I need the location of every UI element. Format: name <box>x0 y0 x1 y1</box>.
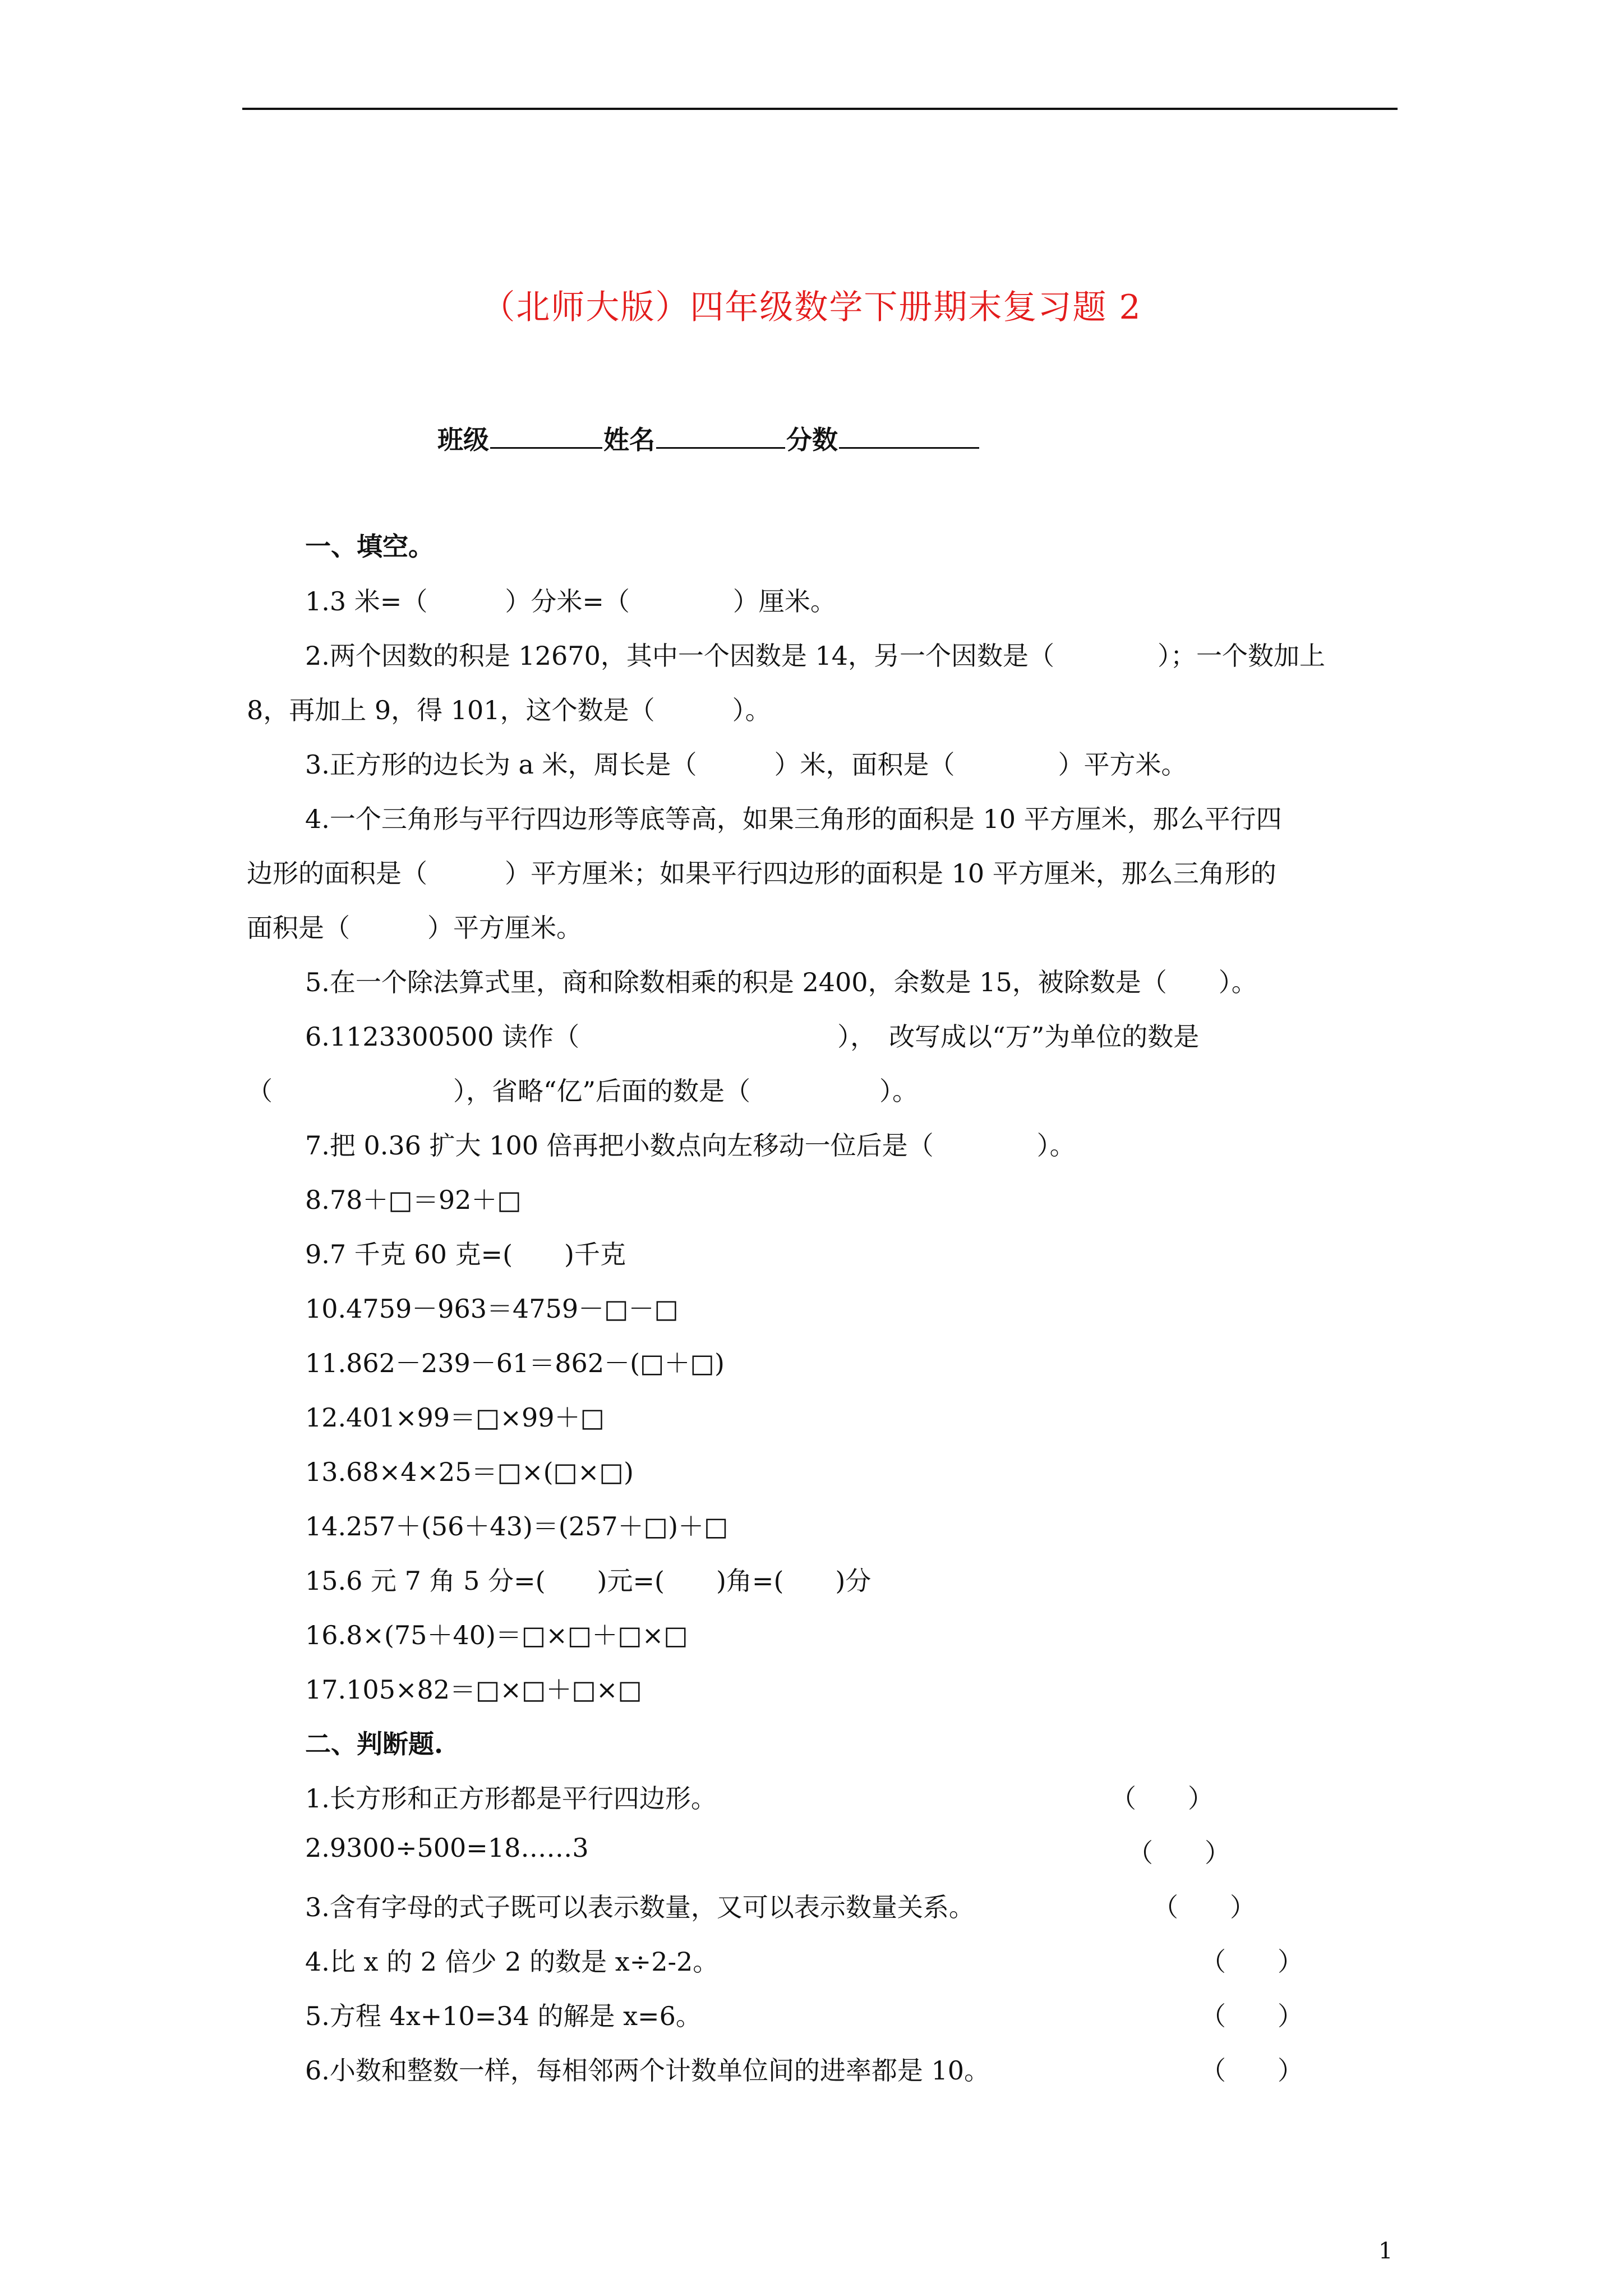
answer-bracket[interactable]: （ ） <box>1200 2001 1303 2031</box>
question-line: 8，再加上 9，得 101，这个数是（ ）。 <box>247 695 771 725</box>
answer-bracket[interactable]: （ ） <box>1110 1783 1214 1814</box>
answer-bracket[interactable]: （ ） <box>1152 1892 1256 1922</box>
question-line: 6.1123300500 读作（ ）， 改写成以“万”为单位的数是 <box>305 1022 1200 1052</box>
question-line: 3.正方形的边长为 a 米，周长是（ ）米，面积是（ ）平方米。 <box>305 749 1187 780</box>
question-line: 17.105×82＝□×□＋□×□ <box>305 1674 642 1705</box>
question-line: 边形的面积是（ ）平方厘米；如果平行四边形的面积是 10 平方厘米，那么三角形的 <box>247 858 1276 889</box>
question-line: 4.一个三角形与平行四边形等底等高，如果三角形的面积是 10 平方厘米，那么平行四 <box>305 804 1282 834</box>
question-line: 7.把 0.36 扩大 100 倍再把小数点向左移动一位后是（ ）。 <box>305 1130 1076 1161</box>
judgment-item: 5.方程 4x+10=34 的解是 x=6。 <box>305 2001 702 2031</box>
judgment-item: 1.长方形和正方形都是平行四边形。 <box>305 1783 717 1814</box>
question-line: 10.4759－963＝4759－□－□ <box>305 1294 679 1324</box>
question-line: 5.在一个除法算式里，商和除数相乘的积是 2400，余数是 15，被除数是（ ）。 <box>305 967 1257 997</box>
student-info-header <box>437 420 980 457</box>
answer-bracket[interactable]: （ ） <box>1200 2055 1303 2086</box>
question-line: 16.8×(75＋40)＝□×□＋□×□ <box>305 1620 688 1650</box>
judgment-item: 4.比 x 的 2 倍少 2 的数是 x÷2-2。 <box>305 1947 719 1977</box>
question-line: 面积是（ ）平方厘米。 <box>247 913 582 943</box>
judgment-item: 2.9300÷500=18……3 <box>305 1833 589 1863</box>
question-line: 1.3 米=（ ）分米=（ ）厘米。 <box>305 586 836 616</box>
score-blank[interactable] <box>839 422 979 449</box>
question-line: （ ），省略“亿”后面的数是（ ）。 <box>247 1076 919 1106</box>
section-true-false-heading: 二、判断题. <box>305 1729 444 1759</box>
question-line: 15.6 元 7 角 5 分=( )元=( )角=( )分 <box>305 1566 872 1596</box>
name-label: 姓名 <box>603 425 655 455</box>
question-line: 13.68×4×25＝□×(□×□) <box>305 1457 634 1487</box>
judgment-item: 6.小数和整数一样，每相邻两个计数单位间的进率都是 10。 <box>305 2055 990 2086</box>
page-number: 1 <box>1378 2238 1393 2264</box>
answer-bracket[interactable]: （ ） <box>1200 1947 1303 1977</box>
page-title: （北师大版）四年级数学下册期末复习题 2 <box>481 288 1142 327</box>
question-line: 9.7 千克 60 克=( )千克 <box>305 1239 626 1269</box>
question-line: 14.257＋(56＋43)＝(257＋□)＋□ <box>305 1511 728 1542</box>
question-line: 12.401×99＝□×99＋□ <box>305 1402 605 1433</box>
class-blank[interactable] <box>490 422 602 449</box>
section-fill-in-heading: 一、填空。 <box>305 531 434 562</box>
answer-bracket[interactable]: （ ） <box>1127 1838 1230 1868</box>
score-label: 分数 <box>786 425 838 455</box>
name-blank[interactable] <box>656 422 785 449</box>
question-line: 8.78＋□＝92＋□ <box>305 1185 522 1215</box>
class-label: 班级 <box>437 425 489 455</box>
question-line: 2.两个因数的积是 12670，其中一个因数是 14，另一个因数是（ ）；一个数加上 <box>305 641 1325 671</box>
judgment-item: 3.含有字母的式子既可以表示数量，又可以表示数量关系。 <box>305 1892 975 1922</box>
question-line: 11.862－239－61＝862－(□＋□) <box>305 1348 725 1378</box>
top-rule <box>242 108 1398 110</box>
